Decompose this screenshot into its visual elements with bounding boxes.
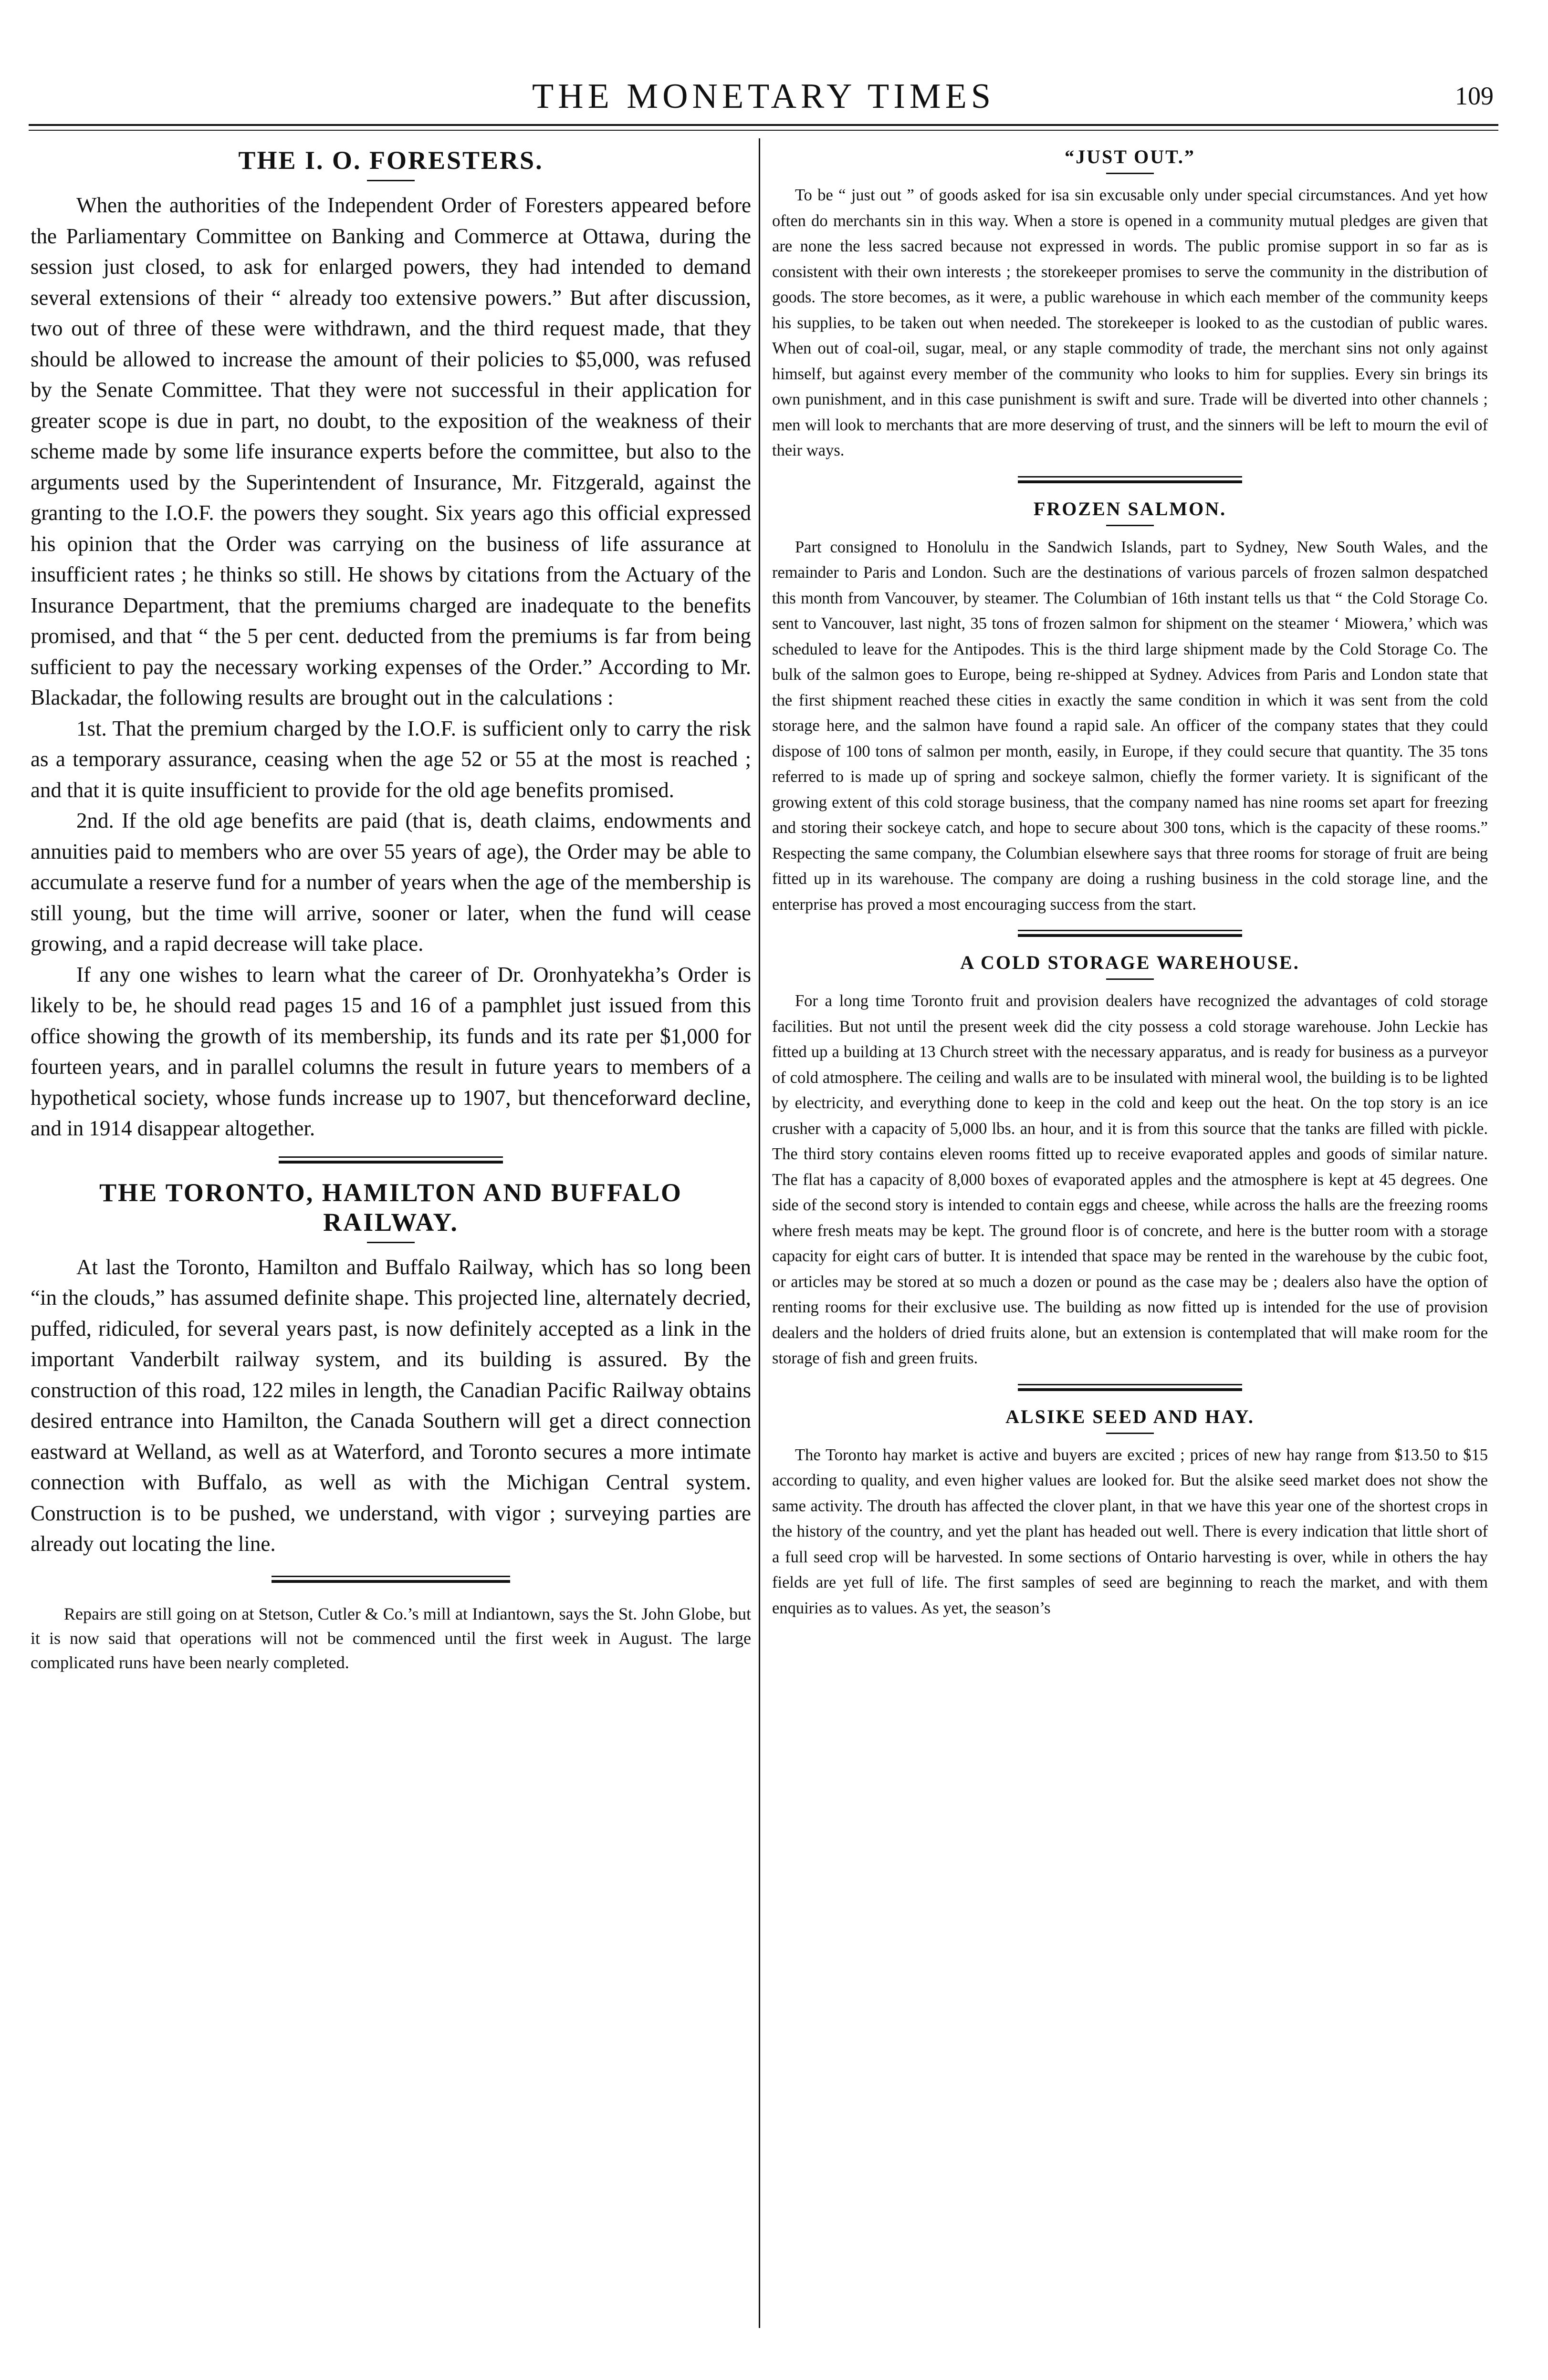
article-heading — [31, 1178, 751, 1237]
heading-rule — [367, 1242, 415, 1243]
article-body — [772, 535, 1488, 918]
article-heading: A COLD STORAGE WAREHOUSE. — [960, 952, 1300, 973]
article-just-out — [772, 146, 1488, 464]
heading-rule — [367, 180, 415, 181]
heading-rule — [1106, 978, 1154, 980]
page-number: 109 — [1455, 82, 1494, 110]
article-body — [31, 1252, 751, 1559]
heading-rule — [1106, 525, 1154, 526]
paragraph: If any one wishes to learn what the career of Dr. Oronhyatekha’s Order is likely to be, he should read pages 15 and 16 of a pamphlet just issued from this office showing the growth of its membership, its funds and its rate per $1,000 for fourteen years, and in parallel columns the result in future years to members of a hypothetical society, whose funds increase up to 1907, but thenceforward decline, and in 1914 disappear altogether. — [31, 962, 751, 1140]
heading-line: THE TORONTO, HAMILTON AND BUFFALO — [99, 1178, 682, 1207]
right-column — [772, 146, 1488, 1621]
article-body — [772, 1443, 1488, 1621]
section-separator — [272, 1576, 510, 1583]
news-note — [31, 1602, 751, 1675]
article-heading: “JUST OUT.” — [1065, 146, 1195, 167]
article-heading: ALSIKE SEED AND HAY. — [1005, 1405, 1255, 1427]
header-rule-thin — [29, 130, 1498, 131]
article-body — [31, 190, 751, 1144]
left-column — [31, 146, 751, 1675]
article-body — [772, 988, 1488, 1372]
heading-rule — [1106, 173, 1154, 174]
heading-rule — [1106, 1433, 1154, 1434]
paragraph: When the authorities of the Independent Order of Foresters appeared before the Parliamentary Committee on Banking and Commerce at Ottawa, during the session just closed, to ask for enlarged powers, they had intended to demand several extensions of their “ already too extensive powers.” But after discussion, two out of three of these were withdrawn, and the third request made, that they should be allowed to increase the amount of their policies to $5,000, was refused by the Senate Committee. That they were not successful in their application for greater scope is due in part, no doubt, to the exposition of the weakness of their scheme made by some life insurance experts before the committee, but also to the arguments used by the Superintendent of Insurance, Mr. Fitzgerald, against the granting to the I.O.F. the powers they sought. Six years ago this official expressed his opinion that the Order was carrying on the business of life assurance at insufficient rates ; he thinks so still. He shows by citations from the Actuary of the Insurance Department, that the premiums charged are inadequate to the benefits promised, and that “ the 5 per cent. deducted from the premiums is far from being sufficient to pay the necessary working expenses of the Order.” According to Mr. Blackadar, the following results are brought out in the calculations : — [31, 193, 751, 709]
paragraph: At last the Toronto, Hamilton and Buffalo Railway, which has so long been “in the clouds,” has assumed definite shape. This projected line, alternately decried, puffed, ridiculed, for several years past, is now definitely accepted as a link in the important Vanderbilt railway system, and its building is assured. By the construction of this road, 122 miles in length, the Canadian Pacific Railway obtains desired entrance into Hamilton, the Canada Southern will get a direct connection eastward at Welland, as well as at Waterford, and Toronto secures a more intimate connection with Buffalo, as well as with the Michigan Central system. Construction is to be pushed, we understand, with vigor ; surveying parties are already out locating the line. — [31, 1255, 751, 1556]
column-divider — [759, 138, 760, 2328]
section-separator — [1018, 476, 1242, 483]
article-alsike-seed — [772, 1405, 1488, 1621]
paragraph: The Toronto hay market is active and buyers are excited ; prices of new hay range from $13.50 to $15 according to quality, and even higher values are looked for. But the alsike seed market does not show the same activity. The drouth has affected the clover plant, in that we have this year one of the shortest crops in the history of the country, and yet the plant has headed out well. There is every indication that little short of a full seed crop will be harvested. In some sections of Ontario harvesting is over, while in others the hay fields are yet full of life. The first samples of seed are beginning to reach the market, and with them enquiries as to values. As yet, the season’s — [772, 1445, 1488, 1617]
heading-line: RAILWAY. — [323, 1207, 459, 1237]
publication-title: THE MONETARY TIMES — [532, 77, 995, 116]
article-foresters — [31, 146, 751, 1144]
paragraph: 2nd. If the old age benefits are paid (that is, death claims, endowments and annuities paid to members who are over 55 years of age), the Order may be able to accumulate a reserve fund for a number of years when the age of the membership is still young, but the time will arrive, sooner or later, when the fund will cease growing, and a rapid decrease will take place. — [31, 809, 751, 956]
paragraph: For a long time Toronto fruit and provision dealers have recognized the advantages of cold storage facilities. But not until the present week did the city possess a cold storage warehouse. John Leckie has fitted up a building at 13 Church street with the necessary apparatus, and is ready for business as a purveyor of cold atmosphere. The ceiling and walls are to be insulated with mineral wool, the building is to be lighted by electricity, and everything done to keep in the cold and keep out the heat. On the top story is an ice crusher with a capacity of 5,000 lbs. an hour, and it is from this source that the tanks are filled with pickle. The third story contains eleven rooms fitted up to receive evaporated apples and goods of similar nature. The flat has a capacity of 8,000 boxes of evaporated apples and the atmosphere is kept at 45 degrees. One side of the second story is intended to contain eggs and cheese, while across the halls are the freezing rooms where fresh meats may be kept. The ground floor is of concrete, and here is the butter room with a storage capacity for eight cars of butter. It is intended that space may be rented in the warehouse by the cubic foot, or articles may be stored at so much a dozen or pound as the case may be ; dealers also have the option of renting rooms for their exclusive use. The building as now fitted up is intended for the use of provision dealers and the holders of dried fruits alone, but an extension is contemplated that will make room for the storage of fish and green fruits. — [772, 992, 1488, 1367]
section-separator — [279, 1156, 503, 1164]
masthead — [29, 67, 1498, 119]
section-separator — [1018, 1384, 1242, 1391]
article-frozen-salmon — [772, 498, 1488, 918]
article-heading: FROZEN SALMON. — [1033, 498, 1227, 520]
article-heading: THE I. O. FORESTERS. — [238, 146, 544, 175]
paragraph: To be “ just out ” of goods asked for isa sin excusable only under special circumstances. And yet how often do merchants sin in this way. When a store is opened in a community mutual pledges are given that are none the less sacred because not expressed in words. The public promise support in so far as is consistent with their own interests ; the storekeeper promises to serve the community in the distribution of goods. The store becomes, as it were, a public warehouse in which each member of the community keeps his supplies, to be taken out when needed. The storekeeper is looked to as the custodian of public wares. When out of coal-oil, sugar, meal, or any staple commodity of trade, the merchant sins not only against himself, but against every member of the community who looks to him for supplies. Every sin brings its own punishment, and in this case punishment is swift and sure. Trade will be diverted into other channels ; men will look to merchants that are more deserving of trust, and the sinners will be left to mourn the evil of their ways. — [772, 186, 1488, 459]
article-body — [772, 183, 1488, 464]
header-rule — [29, 124, 1498, 126]
article-railway — [31, 1178, 751, 1559]
section-separator — [1018, 930, 1242, 937]
paragraph: 1st. That the premium charged by the I.O.F. is sufficient only to carry the risk as a temporary assurance, ceasing when the age 52 or 55 at the most is reached ; and that it is quite insufficient to provide for the old age benefits promised. — [31, 716, 751, 802]
paragraph: Repairs are still going on at Stetson, Cutler & Co.’s mill at Indiantown, says the St. John Globe, but it is now said that operations will not be commenced until the first week in August. The large complicated runs have been nearly completed. — [31, 1604, 751, 1672]
article-cold-storage-warehouse — [772, 951, 1488, 1372]
paragraph: Part consigned to Honolulu in the Sandwich Islands, part to Sydney, New South Wales, and the remainder to Paris and London. Such are the destinations of various parcels of frozen salmon despatched this month from Vancouver, by steamer. The Columbian of 16th instant tells us that “ the Cold Storage Co. sent to Vancouver, last night, 35 tons of frozen salmon for shipment on the steamer ‘ Miowera,’ which was scheduled to leave for the Antipodes. This is the third large shipment made by the Cold Storage Co. The bulk of the salmon goes to Europe, being re-shipped at Sydney. Advices from Paris and London state that the first shipment reached these cities in exactly the same condition in which it was sent from the cold storage here, and the salmon have found a rapid sale. An officer of the company states that they could dispose of 100 tons of salmon per month, easily, in Europe, if they could secure that quantity. The 35 tons referred to is made up of spring and sockeye salmon, chiefly the former variety. It is significant of the growing extent of this cold storage business, that the company named has nine rooms set apart for freezing and storing their sockeye catch, and hope to secure about 300 tons, which is the capacity of these rooms.” Respecting the same company, the Columbian elsewhere says that three rooms for storage of fruit are being fitted up in its warehouse. The company are doing a rushing business in the cold storage line, and the enterprise has proved a most encouraging success from the start. — [772, 538, 1488, 914]
